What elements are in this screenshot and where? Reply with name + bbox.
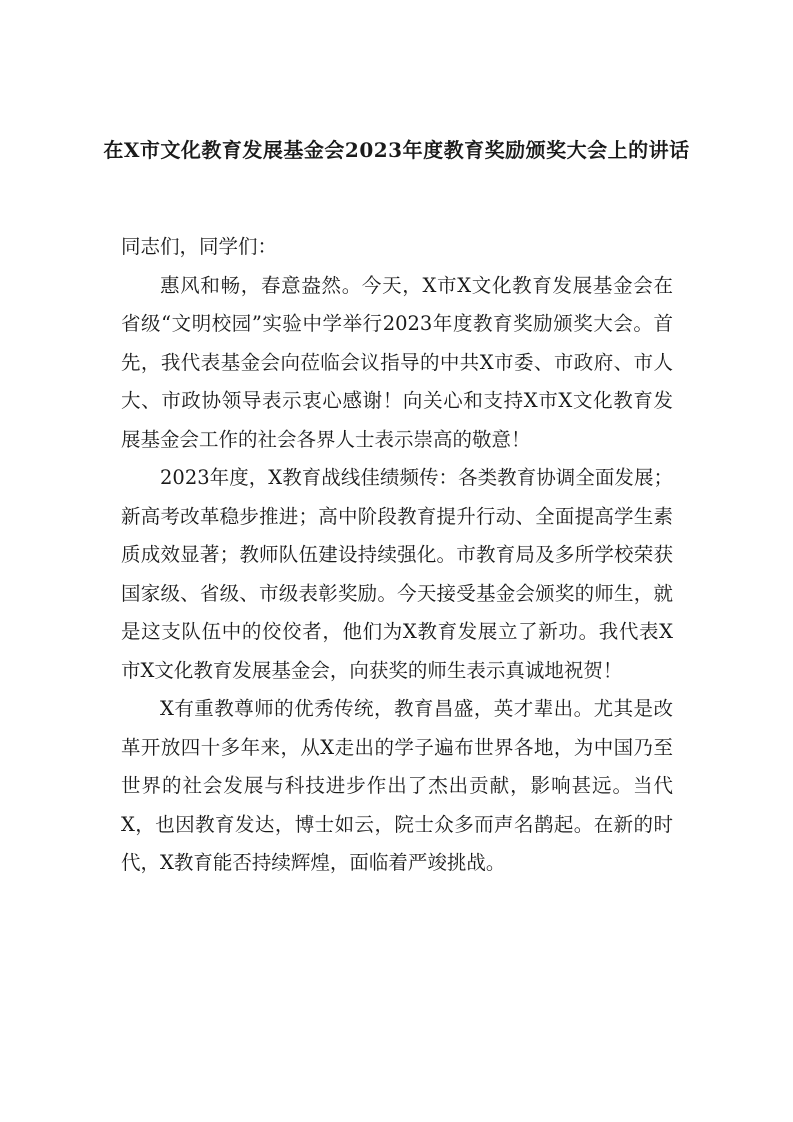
document-body bbox=[121, 228, 673, 883]
paragraph-2: 2023年度，X教育战线佳绩频传：各类教育协调全面发展；新高考改革稳步推进；高中阶段教育提升行动、全面提高学生素质成效显著；教师队伍建设持续强化。市教育局及多所学校荣获国家级、省级、市级表彰奖励。今天接受基金会颁奖的师生，就是这支队伍中的佼佼者，他们为X教育发展立了新功。我代表X市X文化教育发展基金会，向获奖的师生表示真诚地祝贺！ bbox=[121, 466, 673, 682]
paragraph-1: 惠风和畅，春意盎然。今天，X市X文化教育发展基金会在省级“文明校园”实验中学举行2023年度教育奖励颁奖大会。首先，我代表基金会向莅临会议指导的中共X市委、市政府、市人大、市政协领导表示衷心感谢！向关心和支持X市X文化教育发展基金会工作的社会各界人士表示崇高的敬意！ bbox=[121, 273, 673, 451]
salutation: 同志们，同学们： bbox=[121, 235, 278, 258]
document-title: 在X市文化教育发展基金会2023年度教育奖励颁奖大会上的讲话 bbox=[103, 138, 690, 162]
paragraph-3: X有重教尊师的优秀传统，教育昌盛，英才辈出。尤其是改革开放四十多年来，从X走出的学子遍布世界各地，为中国乃至世界的社会发展与科技进步作出了杰出贡献，影响甚远。当代X，也因教育发达，博士如云，院士众多而声名鹊起。在新的时代，X教育能否持续辉煌，面临着严竣挑战。 bbox=[121, 697, 673, 874]
